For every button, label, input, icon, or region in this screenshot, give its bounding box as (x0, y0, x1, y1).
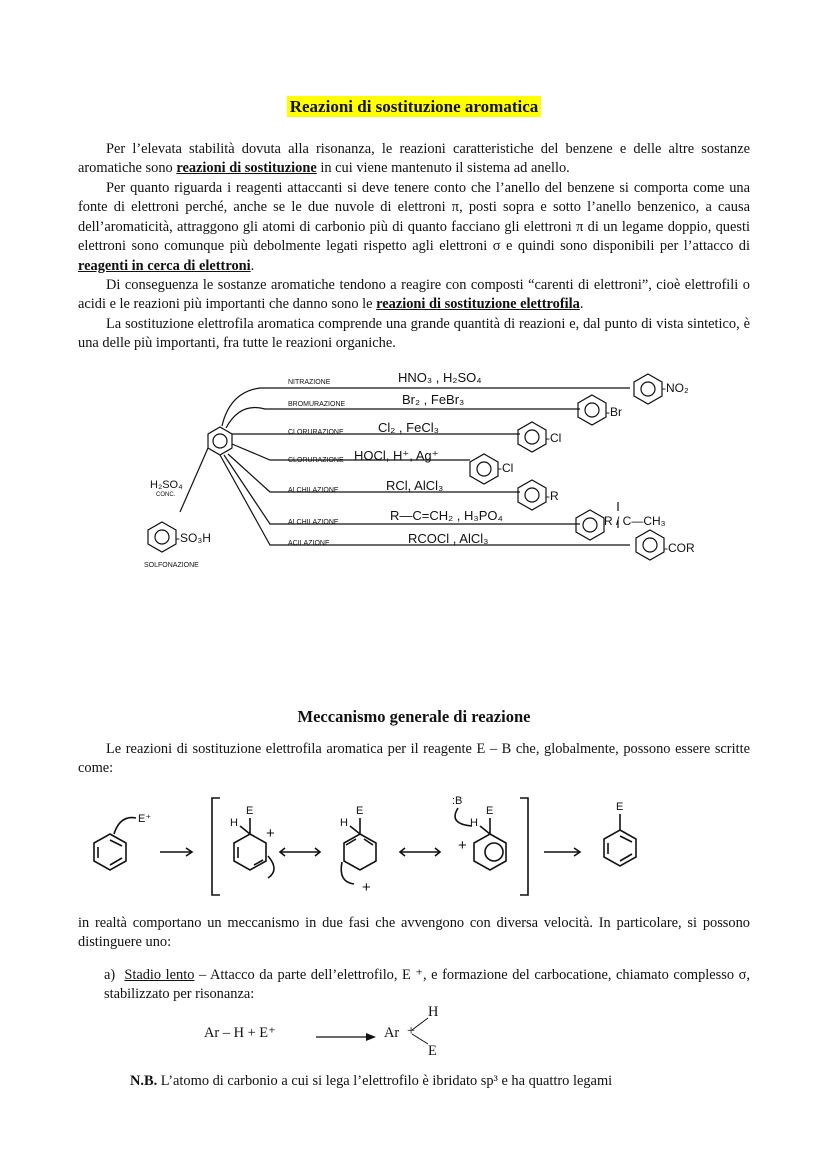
reagent-5: RCl, AlCl₃ (386, 478, 444, 493)
equation-e: E (428, 1043, 437, 1059)
e-label-1: E (246, 805, 254, 817)
reaction-name-3: CLORURAZIONE (288, 429, 344, 436)
intro-paragraph-1: Per l’elevata stabilità dovuta alla risonanza, le reazioni caratteristiche del benzene e delle altre sostanze aromatiche sono reazioni di sostituzione in cui viene mantenuto il sistema ad anello. (78, 141, 750, 177)
reaction-name-5: ALCHILAZIONE (288, 487, 339, 494)
product-3: -Cl (546, 431, 562, 445)
nb-note: N.B. L’atomo di carbonio a cui si lega l’elettrofilo è ibridato sp³ e ha quattro legami (130, 1073, 613, 1089)
product-1: -NO₂ (662, 381, 689, 395)
plus-label-3: + (458, 837, 467, 854)
reaction-name-7: ACILAZIONE (288, 540, 330, 547)
e-label-2: E (356, 805, 364, 817)
reagent-6: R—C=CH₂ , H₃PO₄ (390, 508, 503, 523)
h-label-1: H (230, 817, 238, 829)
product-2: -Br (606, 405, 622, 419)
electrophile-label: E⁺ (138, 813, 152, 825)
reagent-7: RCOCl , AlCl₃ (408, 531, 489, 546)
equation-left: Ar – H + E⁺ (204, 1025, 276, 1041)
h-label-3: H (470, 817, 478, 829)
product-7: -COR (664, 541, 695, 555)
sulfonation-product: -SO₃H (176, 531, 211, 545)
h-label-2: H (340, 817, 348, 829)
page-title: Reazioni di sostituzione aromatica (0, 97, 828, 117)
plus-label-1: + (266, 825, 275, 842)
step-a-paragraph: a) Stadio lento – Attacco da parte dell’elettrofilo, E ⁺, e formazione del carbocatione, chiamato complesso σ, stabilizzato per risonanza: (104, 967, 750, 1003)
reagent-1: HNO₃ , H₂SO₄ (398, 370, 482, 385)
reaction-name-4: CLORURAZIONE (288, 457, 344, 464)
product-4: -Cl (498, 461, 514, 475)
reagent-2: Br₂ , FeBr₃ (402, 392, 465, 407)
reagent-4: HOCl, H⁺, Ag⁺ (354, 448, 439, 463)
e-label-product: E (616, 801, 624, 813)
plus-label-2: + (362, 879, 371, 896)
sulfonation-conc: CONC. (156, 492, 176, 498)
e-label-3: E (486, 805, 494, 817)
intro-paragraph-4: La sostituzione elettrofila aromatica comprende una grande quantità di reazioni e, dal punto di vista sintetico, è una delle più importanti, fra tutte le reazioni organiche. (78, 316, 750, 352)
equation-arrow (316, 1030, 376, 1044)
reaction-name-6: ALCHILAZIONE (288, 519, 339, 526)
intro-paragraph-2: Per quanto riguarda i reagenti attaccanti si deve tenere conto che l’anello del benzene si comporta come una fonte di elettroni perché, anche se le due nuvole di elettroni π, posti sopra e sotto l’anello benzenico, a causa dell’aromaticità, attraggono gli atomi di carbonio più di quanto facciano gli elettroni π di un legame doppio, questi elettroni sono comunque più debolmente legati rispetto agli elettroni σ e quindi sono disponibili per l’attacco di reagenti in cerca di elettroni. (78, 180, 750, 274)
reaction-name-2: BROMURAZIONE (288, 401, 346, 408)
reaction-scheme-diagram (140, 362, 720, 574)
sulfonation-name: SOLFONAZIONE (144, 562, 199, 569)
intro-paragraph-3: Di conseguenza le sostanze aromatiche tendono a reagire con composti “carenti di elettroni”, cioè elettrofili o acidi e le reazioni più importanti che danno sono le reazioni di sostituzione elettrofila. (78, 277, 750, 313)
equation-plus: + (407, 1023, 416, 1039)
reagent-3: Cl₂ , FeCl₃ (378, 420, 439, 435)
product-6: R / C—CH₃ (604, 514, 666, 528)
base-label: :B (452, 795, 463, 807)
reaction-name-1: NITRAZIONE (288, 379, 331, 386)
equation-right: Ar (384, 1025, 400, 1041)
mechanism-intro: Le reazioni di sostituzione elettrofila aromatica per il reagente E – B che, globalmente, possono essere scritte come: (78, 741, 750, 777)
after-mechanism-paragraph: in realtà comportano un meccanismo in due fasi che avvengono con diversa velocità. In particolare, si possono distinguere uno: (78, 915, 750, 951)
mechanism-diagram (80, 790, 660, 900)
equation-h: H (428, 1004, 439, 1020)
mechanism-heading: Meccanismo generale di reazione (297, 707, 531, 726)
sulfonation-reagent: H₂SO₄ (150, 479, 183, 491)
product-5: -R (546, 489, 559, 503)
